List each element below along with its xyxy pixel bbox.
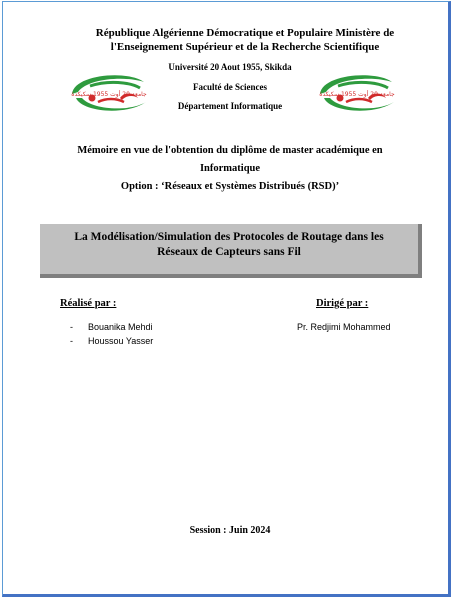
memoire-line1: Mémoire en vue de l'obtention du diplôme de master académique en bbox=[77, 145, 383, 156]
memoire-line2: Informatique bbox=[199, 163, 261, 174]
header-university: Université 20 Aout 1955, Skikda bbox=[168, 62, 292, 72]
university-logo-right bbox=[316, 68, 398, 118]
realise-par-label: Réalisé par : bbox=[60, 298, 117, 309]
logo-text-right: جامعة 20 أوت 1955 سكيكدة bbox=[319, 91, 395, 98]
author-bullet-1: - bbox=[70, 322, 73, 332]
thesis-title bbox=[48, 230, 410, 260]
university-logo-left bbox=[68, 68, 150, 118]
author-bullet-2: - bbox=[70, 336, 73, 346]
header-republic-line2: l'Enseignement Supérieur et de la Recherche Scientifique bbox=[110, 41, 380, 53]
thesis-title-line1: La Modélisation/Simulation des Protocoles de Routage dans les bbox=[74, 231, 384, 243]
author-name-2: Houssou Yasser bbox=[88, 336, 154, 346]
logo-text-left: جامعة 20 أوت 1955 سكيكدة bbox=[71, 91, 147, 98]
dirige-par-label: Dirigé par : bbox=[316, 298, 369, 309]
session-date: Session : Juin 2024 bbox=[189, 525, 271, 536]
thesis-title-box bbox=[40, 224, 422, 278]
thesis-title-line2: Réseaux de Capteurs sans Fil bbox=[157, 246, 301, 258]
header-faculty: Faculté de Sciences bbox=[193, 82, 267, 92]
supervisor-name: Pr. Redjimi Mohammed bbox=[297, 322, 391, 332]
memoire-line3: Option : ‘Réseaux et Systèmes Distribués (RSD)’ bbox=[120, 181, 340, 192]
header-department: Département Informatique bbox=[177, 101, 283, 111]
header-republic-line1: République Algérienne Démocratique et Populaire Ministère de bbox=[95, 27, 395, 39]
author-name-1: Bouanika Mehdi bbox=[88, 322, 153, 332]
